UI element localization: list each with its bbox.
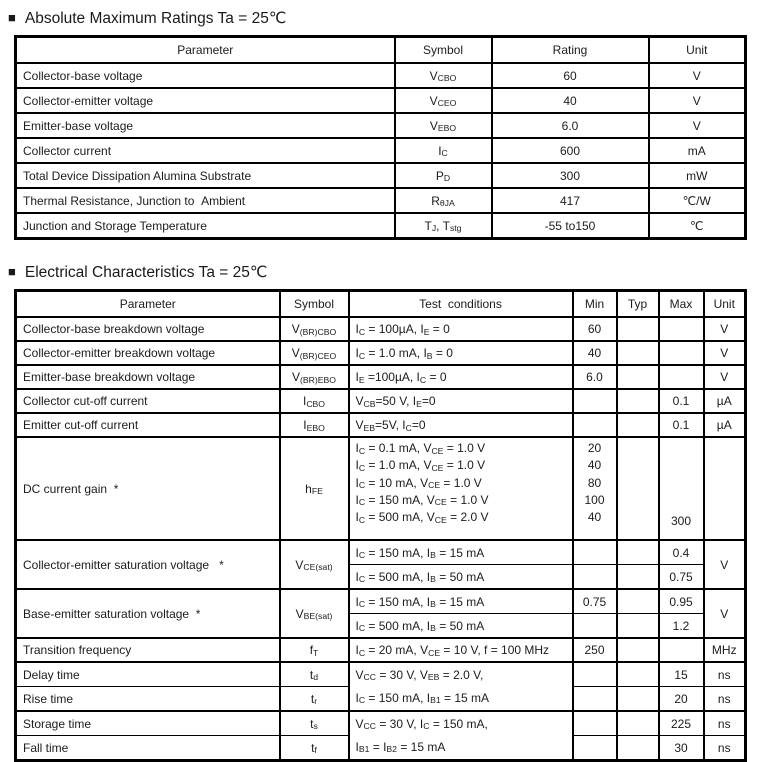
table-row	[16, 662, 746, 687]
unit-cell: ns	[704, 711, 746, 736]
parameter-cell: DC current gain *	[16, 437, 280, 540]
elec-header-typ: Typ	[617, 291, 659, 318]
symbol-cell: $I_{EBO}$	[280, 413, 349, 437]
unit-cell: V	[649, 88, 746, 113]
test-conditions-cell	[349, 711, 573, 761]
unit-cell: µA	[704, 413, 746, 437]
typ-cell	[617, 540, 659, 565]
unit-cell: V	[704, 317, 746, 341]
symbol-cell: $V_{CE(sat)}$	[280, 540, 349, 589]
parameter-cell: Emitter-base breakdown voltage	[16, 365, 280, 389]
max-cell	[659, 341, 704, 365]
unit-cell: V	[704, 365, 746, 389]
test-condition-line: $I_C = 1.0$ mA, $V_{CE} = 1.0$ V	[355, 458, 486, 473]
typ-cell	[617, 711, 659, 736]
min-value: 40	[587, 458, 602, 473]
table-row	[16, 138, 746, 163]
max-cell: 0.75	[659, 565, 704, 590]
unit-cell: V	[704, 589, 746, 638]
table-row	[16, 365, 746, 389]
table-row	[16, 88, 746, 113]
test-conditions-cell	[349, 662, 573, 711]
unit-cell: ns	[704, 687, 746, 712]
amr-title-text: Absolute Maximum Ratings Ta = 25℃	[24, 10, 287, 27]
max-cell: 225	[659, 711, 704, 736]
rating-cell: 600	[492, 138, 649, 163]
unit-cell: V	[704, 540, 746, 589]
elec-header-max: Max	[659, 291, 704, 318]
unit-cell: ns	[704, 662, 746, 687]
table-row	[16, 213, 746, 239]
parameter-cell: Base-emitter saturation voltage *	[16, 589, 280, 638]
parameter-cell: Junction and Storage Temperature	[16, 213, 395, 239]
absolute-maximum-ratings-table	[14, 35, 747, 240]
min-cell	[573, 437, 617, 540]
test-condition-line: $I_C = 150$ mA, $I_{B1} = 15$ mA	[355, 690, 490, 705]
min-cell	[573, 389, 617, 413]
parameter-cell: Emitter cut-off current	[16, 413, 280, 437]
unit-cell: V	[704, 341, 746, 365]
min-cell	[573, 565, 617, 590]
test-conditions-cell: $I_C = 100\mu A$, $I_E = 0$	[349, 317, 573, 341]
unit-cell: µA	[704, 389, 746, 413]
symbol-cell: $f_T$	[280, 638, 349, 662]
table-row	[16, 437, 746, 540]
typ-cell	[617, 389, 659, 413]
symbol-cell: $t_r$	[280, 687, 349, 712]
min-value: 40	[587, 510, 602, 525]
table-row	[16, 540, 746, 565]
rating-cell: 40	[492, 88, 649, 113]
test-conditions-cell	[349, 437, 573, 540]
test-conditions-cell: $V_{EB}=5V$, $I_C=0$	[349, 413, 573, 437]
typ-cell	[617, 589, 659, 614]
typ-cell	[617, 687, 659, 712]
parameter-cell: Collector cut-off current	[16, 389, 280, 413]
max-cell: 20	[659, 687, 704, 712]
table-row	[16, 317, 746, 341]
max-cell: 15	[659, 662, 704, 687]
unit-cell	[704, 437, 746, 540]
symbol-cell: $h_{FE}$	[280, 437, 349, 540]
parameter-cell: Storage time	[16, 711, 280, 736]
max-cell: 1.2	[659, 614, 704, 639]
parameter-cell: Collector-emitter saturation voltage *	[16, 540, 280, 589]
elec-header-test: Test conditions	[349, 291, 573, 318]
test-condition-line: $I_C = 500$ mA, $V_{CE} = 2.0$ V	[355, 510, 489, 525]
test-conditions-cell: $V_{CB}=50$ V, $I_E=0$	[349, 389, 573, 413]
symbol-cell: $V_{EBO}$	[395, 113, 492, 138]
symbol-cell: $t_f$	[280, 736, 349, 761]
amr-header-unit: Unit	[649, 37, 746, 64]
unit-cell: mA	[649, 138, 746, 163]
symbol-cell: $V_{BE(sat)}$	[280, 589, 349, 638]
table-row	[16, 389, 746, 413]
unit-cell: ns	[704, 736, 746, 761]
max-cell: 0.95	[659, 589, 704, 614]
symbol-cell: $V_{(BR)EBO}$	[280, 365, 349, 389]
min-value: 20	[587, 441, 602, 455]
typ-cell	[617, 341, 659, 365]
min-cell: 6.0	[573, 365, 617, 389]
elec-title-text: Electrical Characteristics Ta = 25℃	[24, 264, 268, 281]
unit-cell: V	[649, 63, 746, 88]
unit-cell: V	[649, 113, 746, 138]
rating-cell: 6.0	[492, 113, 649, 138]
min-value: 100	[584, 492, 605, 507]
rating-cell: 60	[492, 63, 649, 88]
test-condition-line: $I_{B1} = I_{B2} = 15$ mA	[355, 739, 446, 754]
elec-header-row	[16, 291, 746, 318]
typ-cell	[617, 662, 659, 687]
symbol-cell: $V_{CEO}$	[395, 88, 492, 113]
parameter-cell: Rise time	[16, 687, 280, 712]
typ-cell	[617, 437, 659, 540]
rating-cell: -55 to150	[492, 213, 649, 239]
symbol-cell: $I_C$	[395, 138, 492, 163]
symbol-cell: $V_{(BR)CBO}$	[280, 317, 349, 341]
test-condition-line: $I_C = 10$ mA, $V_{CE} = 1.0$ V	[355, 475, 482, 491]
typ-cell	[617, 317, 659, 341]
table-row	[16, 589, 746, 614]
min-cell	[573, 687, 617, 712]
amr-header-row	[16, 37, 746, 64]
max-cell: 0.1	[659, 413, 704, 437]
parameter-cell: Transition frequency	[16, 638, 280, 662]
min-cell	[573, 413, 617, 437]
min-cell	[573, 736, 617, 761]
parameter-cell: Collector-emitter voltage	[16, 88, 395, 113]
typ-cell	[617, 365, 659, 389]
test-conditions-cell: $I_C = 500$ mA, $I_B = 50$ mA	[349, 565, 573, 590]
symbol-cell: $I_{CBO}$	[280, 389, 349, 413]
symbol-cell: $t_s$	[280, 711, 349, 736]
symbol-cell: $V_{(BR)CEO}$	[280, 341, 349, 365]
elec-header-unit: Unit	[704, 291, 746, 318]
electrical-characteristics-table	[14, 289, 747, 762]
test-condition-line: $I_C = 0.1$ mA, $V_{CE} = 1.0$ V	[355, 441, 486, 456]
typ-cell	[617, 736, 659, 761]
parameter-cell: Fall time	[16, 736, 280, 761]
elec-section-title	[8, 263, 757, 282]
square-bullet-icon: ■	[8, 264, 16, 279]
min-cell: 40	[573, 341, 617, 365]
test-conditions-cell: $I_C = 150$ mA, $I_B = 15$ mA	[349, 589, 573, 614]
table-row	[16, 188, 746, 213]
rating-cell: 417	[492, 188, 649, 213]
elec-header-symbol: Symbol	[280, 291, 349, 318]
amr-header-rating: Rating	[492, 37, 649, 64]
parameter-cell: Emitter-base voltage	[16, 113, 395, 138]
max-cell	[659, 317, 704, 341]
parameter-cell: Collector-emitter breakdown voltage	[16, 341, 280, 365]
test-conditions-cell: $I_C = 500$ mA, $I_B = 50$ mA	[349, 614, 573, 639]
min-cell	[573, 711, 617, 736]
table-row	[16, 63, 746, 88]
amr-header-symbol: Symbol	[395, 37, 492, 64]
symbol-cell: $T_J$, $T_{stg}$	[395, 213, 492, 239]
parameter-cell: Collector-base voltage	[16, 63, 395, 88]
elec-header-parameter: Parameter	[16, 291, 280, 318]
max-cell: 0.4	[659, 540, 704, 565]
parameter-cell: Total Device Dissipation Alumina Substrate	[16, 163, 395, 188]
test-conditions-cell: $I_E =100\mu A$, $I_C = 0$	[349, 365, 573, 389]
symbol-cell: $R_{\theta JA}$	[395, 188, 492, 213]
unit-cell: ℃/W	[649, 188, 746, 213]
typ-cell	[617, 565, 659, 590]
symbol-cell: $P_D$	[395, 163, 492, 188]
min-cell	[573, 540, 617, 565]
table-row	[16, 341, 746, 365]
min-value: 80	[587, 475, 602, 490]
amr-header-parameter: Parameter	[16, 37, 395, 64]
typ-cell	[617, 614, 659, 639]
unit-cell: ℃	[649, 213, 746, 239]
max-cell: 0.1	[659, 389, 704, 413]
unit-cell: mW	[649, 163, 746, 188]
test-conditions-cell: $I_C = 1.0$ mA, $I_B = 0$	[349, 341, 573, 365]
test-condition-line: $V_{CC} = 30$ V, $I_C = 150$ mA,	[355, 716, 488, 731]
max-cell: 300	[659, 437, 704, 540]
symbol-cell: $V_{CBO}$	[395, 63, 492, 88]
test-conditions-cell: $I_C = 20$ mA, $V_{CE} = 10$ V, f = 100 MHz	[349, 638, 573, 662]
parameter-cell: Collector-base breakdown voltage	[16, 317, 280, 341]
min-cell: 0.75	[573, 589, 617, 614]
parameter-cell: Collector current	[16, 138, 395, 163]
test-condition-line: $I_C = 150$ mA, $V_{CE} = 1.0$ V	[355, 492, 489, 508]
unit-cell: MHz	[704, 638, 746, 662]
min-cell	[573, 614, 617, 639]
max-cell: 30	[659, 736, 704, 761]
square-bullet-icon: ■	[8, 10, 16, 25]
amr-section-title	[8, 9, 757, 28]
test-condition-line: $V_{CC} = 30$ V, $V_{EB} = 2.0$ V,	[355, 667, 484, 682]
rating-cell: 300	[492, 163, 649, 188]
max-cell	[659, 638, 704, 662]
min-cell	[573, 662, 617, 687]
parameter-cell: Delay time	[16, 662, 280, 687]
test-conditions-cell: $I_C = 150$ mA, $I_B = 15$ mA	[349, 540, 573, 565]
table-row	[16, 638, 746, 662]
table-row	[16, 413, 746, 437]
typ-cell	[617, 413, 659, 437]
symbol-cell: $t_d$	[280, 662, 349, 687]
max-cell	[659, 365, 704, 389]
min-cell: 250	[573, 638, 617, 662]
typ-cell	[617, 638, 659, 662]
table-row	[16, 113, 746, 138]
table-row	[16, 711, 746, 736]
parameter-cell: Thermal Resistance, Junction to Ambient	[16, 188, 395, 213]
min-cell: 60	[573, 317, 617, 341]
table-row	[16, 163, 746, 188]
elec-header-min: Min	[573, 291, 617, 318]
